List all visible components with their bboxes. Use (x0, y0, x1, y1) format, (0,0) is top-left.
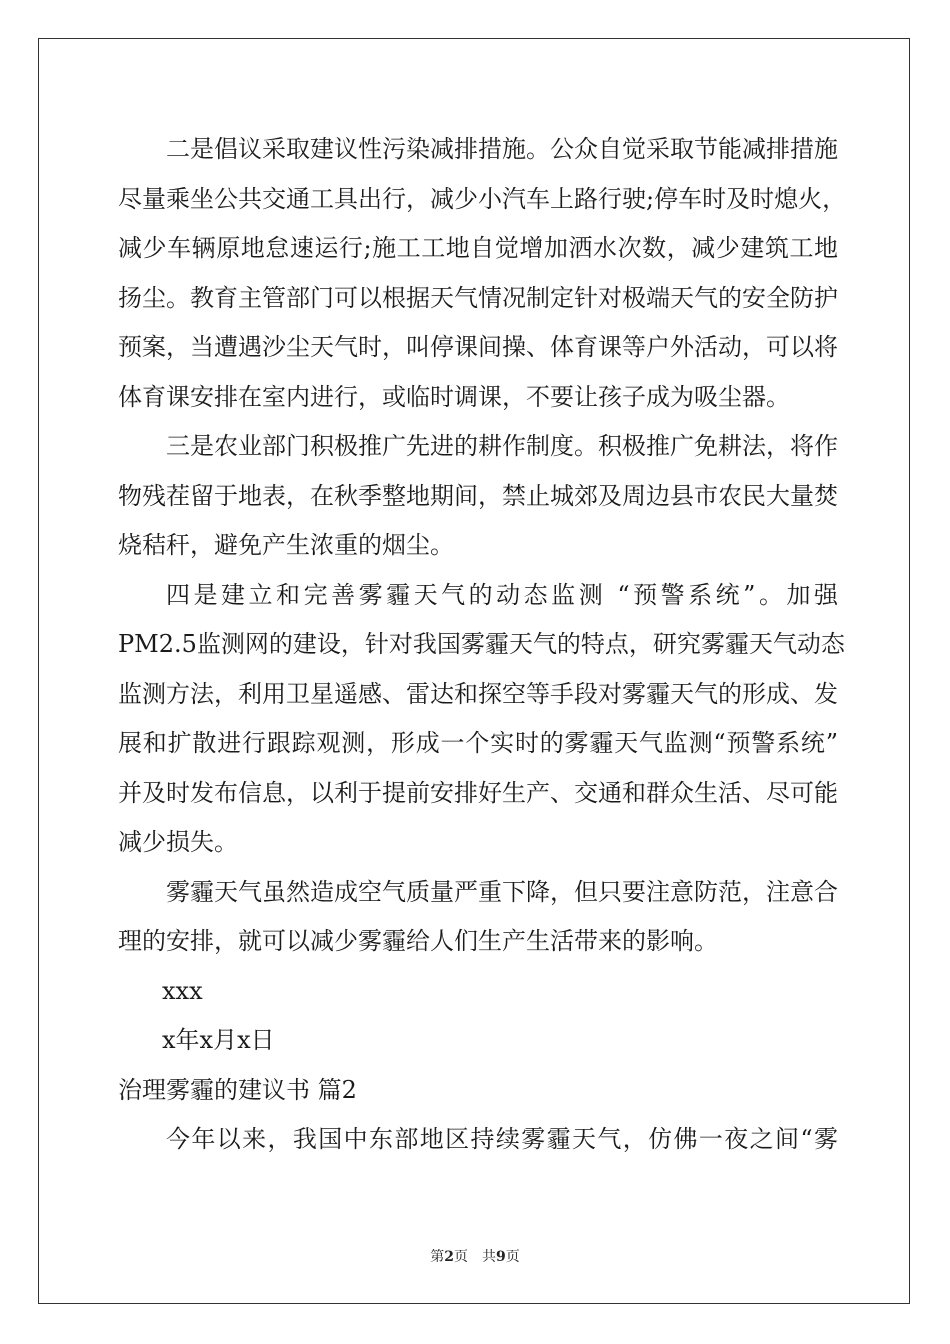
page-prefix: 第 (430, 1249, 445, 1265)
text-line: 今年以来，我国中东部地区持续雾霾天气，仿佛一夜之间“雾 (166, 1125, 838, 1153)
page-footer (0, 1246, 950, 1266)
text-line: 并及时发布信息，以利于提前安排好生产、交通和群众生活、尽可能 (118, 778, 838, 807)
document-body (118, 125, 847, 1165)
text-line: 监测方法，利用卫星遥感、雷达和探空等手段对雾霾天气的形成、发 (118, 679, 838, 708)
total-pages: 9 (496, 1249, 506, 1265)
text-line: 二是倡议采取建议性污染减排措施。公众自觉采取节能减排措施 (166, 135, 838, 163)
text-line: 减少损失。 (118, 828, 238, 856)
text-line: 三是农业部门积极推广先进的耕作制度。积极推广免耕法，将作 (166, 432, 838, 460)
text-line: 四是建立和完善雾霾天气的动态监测 “预警系统”。加强 (166, 580, 838, 609)
text-line: 理的安排，就可以减少雾霾给人们生产生活带来的影响。 (118, 927, 718, 955)
date: x年x月x日 (162, 1026, 275, 1054)
text-line: 预案，当遭遇沙尘天气时，叫停课间操、体育课等户外活动，可以将 (118, 333, 838, 361)
text-line: 减少车辆原地怠速运行;施工工地自觉增加洒水次数，减少建筑工地 (118, 234, 838, 262)
text-line: 物残茬留于地表，在秋季整地期间，禁止城郊及周边县市农民大量焚 (118, 481, 838, 510)
signature: xxx (162, 976, 203, 1005)
section-title: 治理雾霾的建议书 篇2 (118, 1075, 357, 1104)
text-line: 体育课安排在室内进行，或临时调课，不要让孩子成为吸尘器。 (118, 382, 790, 411)
text-line: 烧秸秆，避免产生浓重的烟尘。 (118, 531, 454, 559)
total-prefix: 共 (482, 1249, 496, 1265)
total-suffix: 页 (505, 1249, 520, 1265)
text-line: 雾霾天气虽然造成空气质量严重下降，但只要注意防范，注意合 (166, 877, 838, 906)
page-number: 2 (444, 1249, 454, 1265)
text-line: PM2.5监测网的建设，针对我国雾霾天气的特点，研究雾霾天气动态 (118, 630, 845, 658)
text-line: 尽量乘坐公共交通工具出行，减少小汽车上路行驶;停车时及时熄火， (118, 184, 847, 213)
text-line: 展和扩散进行跟踪观测，形成一个实时的雾霾天气监测“预警系统” (118, 729, 838, 757)
text-line: 扬尘。教育主管部门可以根据天气情况制定针对极端天气的安全防护 (118, 283, 838, 312)
page-suffix: 页 (454, 1249, 468, 1265)
